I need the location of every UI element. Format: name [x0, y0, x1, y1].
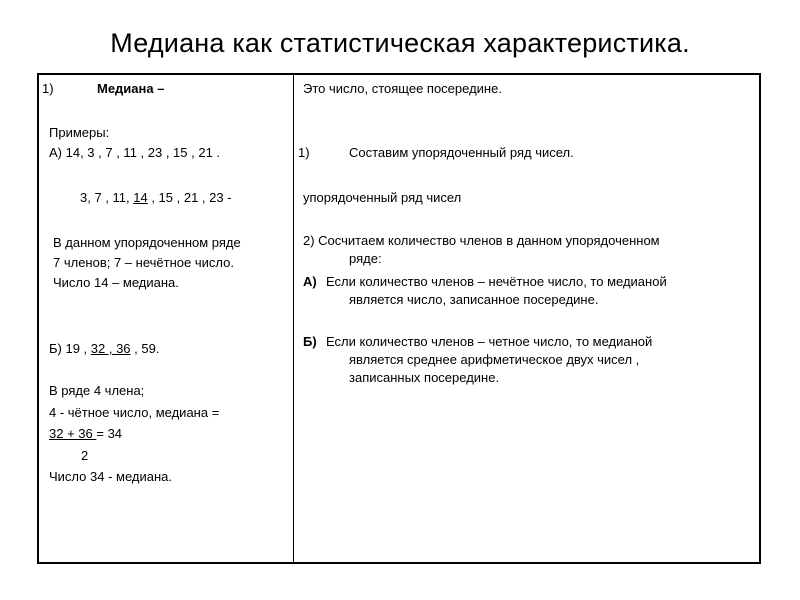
- b-middle: 32 , 36: [90, 341, 131, 356]
- sorted-series-label: упорядоченный ряд чисел: [303, 190, 462, 205]
- case-b-line-2: является среднее арифметическое двух чисел ,: [349, 352, 640, 367]
- heading-label: Медиана –: [97, 81, 165, 96]
- sorted-suffix: , 15 , 21 , 23 -: [147, 190, 232, 205]
- examples-label: Примеры:: [49, 125, 110, 140]
- page-title: Медиана как статистическая характеристика.: [110, 28, 690, 58]
- case-a-line-1: Если количество членов – нечётное число, то медианой: [326, 274, 667, 289]
- sorted-median: 14: [133, 190, 148, 205]
- definition-text: Это число, стоящее посередине.: [303, 81, 502, 96]
- fraction-numerator: 32 + 36: [49, 426, 97, 441]
- example-b-series: [49, 341, 159, 357]
- b-prefix: Б) 19 ,: [49, 341, 91, 356]
- case-a-label: А): [303, 274, 317, 289]
- case-b-label: Б): [303, 334, 317, 349]
- case-b-line-1: Если количество членов – четное число, то медианой: [326, 334, 653, 349]
- fraction-result: = 34: [96, 426, 123, 441]
- example-a-text-1: В данном упорядоченном ряде: [53, 235, 241, 250]
- heading-number: 1): [42, 81, 54, 96]
- step-1-text: Составим упорядоченный ряд чисел.: [349, 145, 574, 160]
- case-b-line-3: записанных посередине.: [349, 370, 500, 385]
- column-divider: [293, 75, 294, 562]
- step-2-line-1: 2) Сосчитаем количество членов в данном упорядоченном: [303, 233, 660, 248]
- content-table: [37, 73, 761, 564]
- example-a-text-3: Число 14 – медиана.: [53, 275, 179, 290]
- sorted-prefix: 3, 7 , 11,: [80, 190, 134, 205]
- example-a-series: А) 14, 3 , 7 , 11 , 23 , 15 , 21 .: [49, 145, 221, 160]
- step-2-line-2: ряде:: [349, 251, 382, 266]
- example-a-text-2: 7 членов; 7 – нечётное число.: [53, 255, 234, 270]
- case-a-line-2: является число, записанное посередине.: [349, 292, 599, 307]
- example-a-sorted: [80, 190, 232, 206]
- example-b-text-3: Число 34 - медиана.: [49, 469, 172, 484]
- fraction-denominator: 2: [81, 448, 89, 463]
- step-1-number: 1): [298, 145, 310, 160]
- example-b-text-1: В ряде 4 члена;: [49, 383, 145, 398]
- example-b-fraction: [49, 426, 122, 442]
- example-b-text-2: 4 - чётное число, медиана =: [49, 405, 220, 420]
- b-suffix: , 59.: [130, 341, 160, 356]
